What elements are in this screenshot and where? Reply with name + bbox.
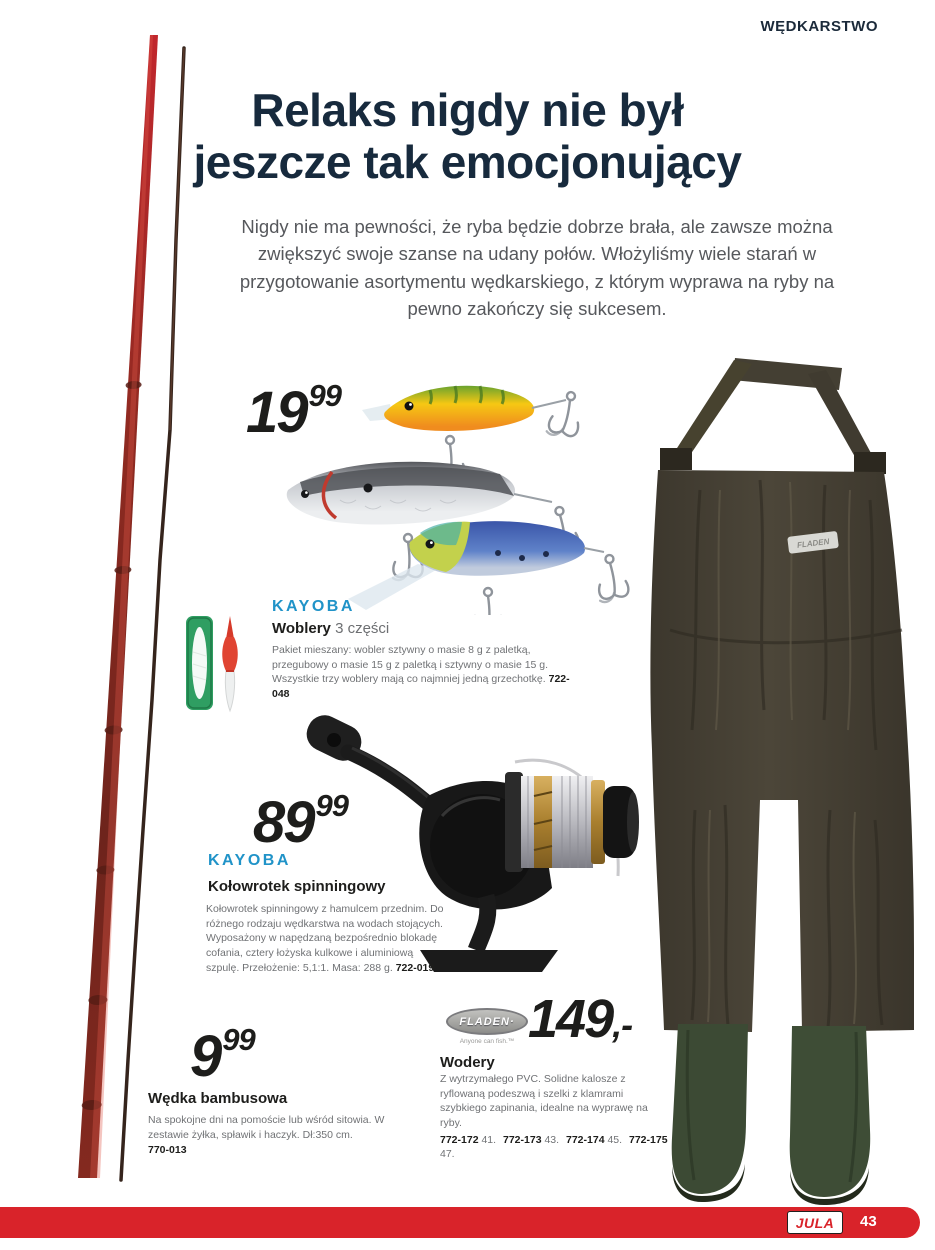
product-name-waders: Wodery [440,1054,495,1071]
lures-image [270,370,640,615]
product-codes-waders: 772-172 41. 772-173 43. 772-174 45. 772-175 47. [440,1133,668,1161]
page-title [0,84,935,189]
fladen-tagline: Anyone can fish.™ [459,1038,515,1045]
page-title-line2: jeszcze tak emocjonujący [193,136,742,189]
product-description-lures: Pakiet mieszany: wobler sztywny o masie 8 g z paletką, przegubowy o masie 15 g z paletką i sztywny o masie 15 g. Wszystkie trzy woblery mają co najmniej jedną grzechotkę. 722-048 [272,644,570,701]
jula-logo: JULA [787,1211,843,1234]
product-description-bamboo-rod: Na spokojne dni na pomoście lub wśród sitowia. W zestawie żyłka, spławik i haczyk. Dł:350 cm. 770-013 [148,1113,388,1158]
product-description-waders: Z wytrzymałego PVC. Solidne kalosze z ryflowaną podeszwą i szelki z klamrami szybkiego zapinania, idealne na wyprawę na ryby. 772-172 41. 772-173 43. 772-174 45. 772-175 47. [440,1072,672,1162]
brand-logo-kayoba-2: KAYOBA [208,852,291,869]
section-header: WĘDKARSTWO [760,18,878,35]
product-code-lures: 722-048 [272,673,570,701]
product-name-lures: Woblery 3 części [272,620,390,637]
footer-bar [0,1207,920,1238]
svg-text:FLADEN: FLADEN [796,536,830,550]
price-lures: $19^{99}$ [246,378,341,445]
price-waders: 149,- [528,989,633,1049]
product-name-bamboo-rod: Wędka bambusowa [148,1090,288,1107]
product-code-bamboo-rod: 770-013 [148,1144,187,1157]
brand-logo-fladen [442,1008,532,1045]
price-reel: $89^{99}$ [253,788,348,855]
page-title-line1: Relaks nigdy nie był [251,84,684,136]
price-bamboo-rod: $9^{99}$ [190,1022,255,1089]
product-code-reel: 722-019 [395,961,435,974]
product-name-reel: Kołowrotek spinningowy [208,878,386,895]
waders-image [640,330,935,1210]
fladen-lens-badge: FLADEN· [446,1008,528,1035]
float-and-winder-image [178,612,258,722]
brand-logo-kayoba-1: KAYOBA [272,598,355,615]
page-number: 43 [860,1213,877,1230]
product-name-suffix: 3 części [335,620,390,637]
intro-paragraph: Nigdy nie ma pewności, że ryba będzie dobrze brała, ale zawsze można zwiększyć swoje szanse na udany połów. Włożyliśmy wiele starań w przygotowanie asortymentu wędkarskiego, z którym wyprawa na ryby na pewno zakończy się sukcesem. [239,216,835,320]
product-description-reel: Kołowrotek spinningowy z hamulcem przednim. Do różnego rodzaju wędkarstwa na wodach stojących. Wyposażony w napędzaną bezpośrednio blokadę cofania, cztery łożyska kulkowe i aluminiową szpulę. Przełożenie: 5,1:1. Masa: 288 g. 722-019 [206,903,444,974]
